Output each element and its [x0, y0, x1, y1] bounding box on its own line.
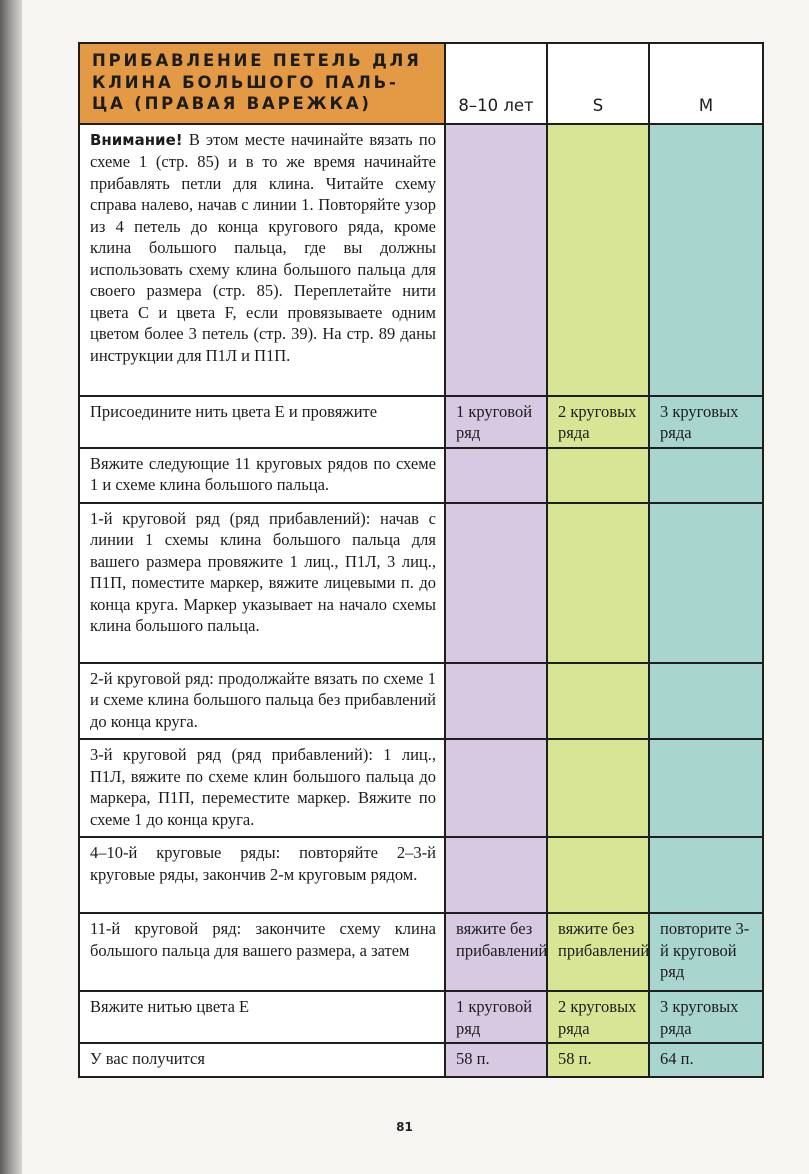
value-cell-size-m — [649, 739, 763, 837]
table-row — [79, 991, 763, 1043]
value-cell-size-m — [649, 448, 763, 503]
table-header-row — [79, 43, 763, 124]
instruction-cell: 1-й круговой ряд (ряд прибавлений): начав с линии 1 схемы клина большого пальца для вашего размера провяжите 1 лиц., П1Л, 3 лиц., П1П, поместите маркер, вяжите лицевыми п. до конца круга. Маркер указывает на начало схемы клина большого пальца. — [79, 503, 445, 663]
value-cell-size-m — [649, 663, 763, 740]
value-cell-size-8-10 — [445, 663, 547, 740]
value-cell-size-8-10: 1 круговой ряд — [445, 991, 547, 1043]
table-row — [79, 396, 763, 448]
value-cell-size-s — [547, 663, 649, 740]
table-title — [79, 43, 445, 124]
instruction-cell: Вяжите следующие 11 круговых рядов по схеме 1 и схеме клина большого пальца. — [79, 448, 445, 503]
value-cell-size-m: 64 п. — [649, 1043, 763, 1077]
instruction-cell: 3-й круговой ряд (ряд прибавлений): 1 лиц., П1Л, вяжите по схеме клин большого пальца до маркера, П1П, переместите маркер. Вяжите по схеме 1 до конца круга. — [79, 739, 445, 837]
instruction-cell: 11-й круговой ряд: закончите схему клина большого пальца для вашего размера, а затем — [79, 913, 445, 991]
value-cell-size-s — [547, 837, 649, 913]
table-row — [79, 663, 763, 740]
instruction-cell: Присоедините нить цвета Е и провяжите — [79, 396, 445, 448]
size-header-8-10: 8–10 лет — [445, 43, 547, 124]
value-cell-size-s: 2 круговых ряда — [547, 396, 649, 448]
table-title-line: ЦА (ПРАВАЯ ВАРЕЖКА) — [92, 94, 372, 113]
instruction-cell — [79, 124, 445, 396]
value-cell-size-m: 3 круговых ряда — [649, 396, 763, 448]
table-row — [79, 739, 763, 837]
value-cell-size-8-10: 58 п. — [445, 1043, 547, 1077]
instruction-cell: 2-й круговой ряд: продолжайте вязать по схеме 1 и схеме клина большого пальца без прибавлений до конца круга. — [79, 663, 445, 740]
page-number: 81 — [396, 1120, 413, 1134]
table-row — [79, 1043, 763, 1077]
instruction-cell: Вяжите нитью цвета Е — [79, 991, 445, 1043]
value-cell-size-s: 58 п. — [547, 1043, 649, 1077]
value-cell-size-m — [649, 837, 763, 913]
value-cell-size-8-10 — [445, 503, 547, 663]
value-cell-size-m: повторите 3-й круговой ряд — [649, 913, 763, 991]
value-cell-size-s: вяжите без прибавлений — [547, 913, 649, 991]
value-cell-size-8-10: 1 круговой ряд — [445, 396, 547, 448]
value-cell-size-8-10: вяжите без прибавлений — [445, 913, 547, 991]
table-row — [79, 448, 763, 503]
table-title-line: ПРИБАВЛЕНИЕ ПЕТЕЛЬ ДЛЯ — [92, 51, 422, 70]
value-cell-size-m — [649, 124, 763, 396]
attention-label: Внимание! — [90, 130, 183, 149]
value-cell-size-m — [649, 503, 763, 663]
value-cell-size-s — [547, 448, 649, 503]
value-cell-size-8-10 — [445, 124, 547, 396]
value-cell-size-s — [547, 739, 649, 837]
value-cell-size-8-10 — [445, 837, 547, 913]
value-cell-size-8-10 — [445, 739, 547, 837]
table-row — [79, 503, 763, 663]
book-binding-shadow — [0, 0, 22, 1174]
instruction-cell: У вас получится — [79, 1043, 445, 1077]
size-header-m: M — [649, 43, 763, 124]
value-cell-size-s: 2 круговых ряда — [547, 991, 649, 1043]
table-row — [79, 124, 763, 396]
value-cell-size-8-10 — [445, 448, 547, 503]
thumb-gusset-table — [78, 42, 764, 1078]
value-cell-size-m: 3 круговых ряда — [649, 991, 763, 1043]
table-row — [79, 913, 763, 991]
instruction-cell: 4–10-й круговые ряды: повторяйте 2–3-й круговые ряды, закончив 2-м круговым рядом. — [79, 837, 445, 913]
table-title-line: КЛИНА БОЛЬШОГО ПАЛЬ- — [92, 72, 399, 92]
value-cell-size-s — [547, 503, 649, 663]
instruction-text: В этом месте начинайте вязать по схеме 1 (стр. 85) и в то же время начинайте прибавлять петли для клина. Читайте схему справа налево, начав с линии 1. Повторяйте узор из 4 петель до конца кругового ряда, кроме клина большого пальца, где вы должны использовать схему клина большого пальца для своего размера (стр. 85). Переплетайте нити цвета С и цвета F, если провязываете одним цветом более 3 петель (стр. 39). На стр. 89 даны инструкции для П1Л и П1П. — [90, 129, 436, 365]
value-cell-size-s — [547, 124, 649, 396]
table-row — [79, 837, 763, 913]
size-header-s: S — [547, 43, 649, 124]
